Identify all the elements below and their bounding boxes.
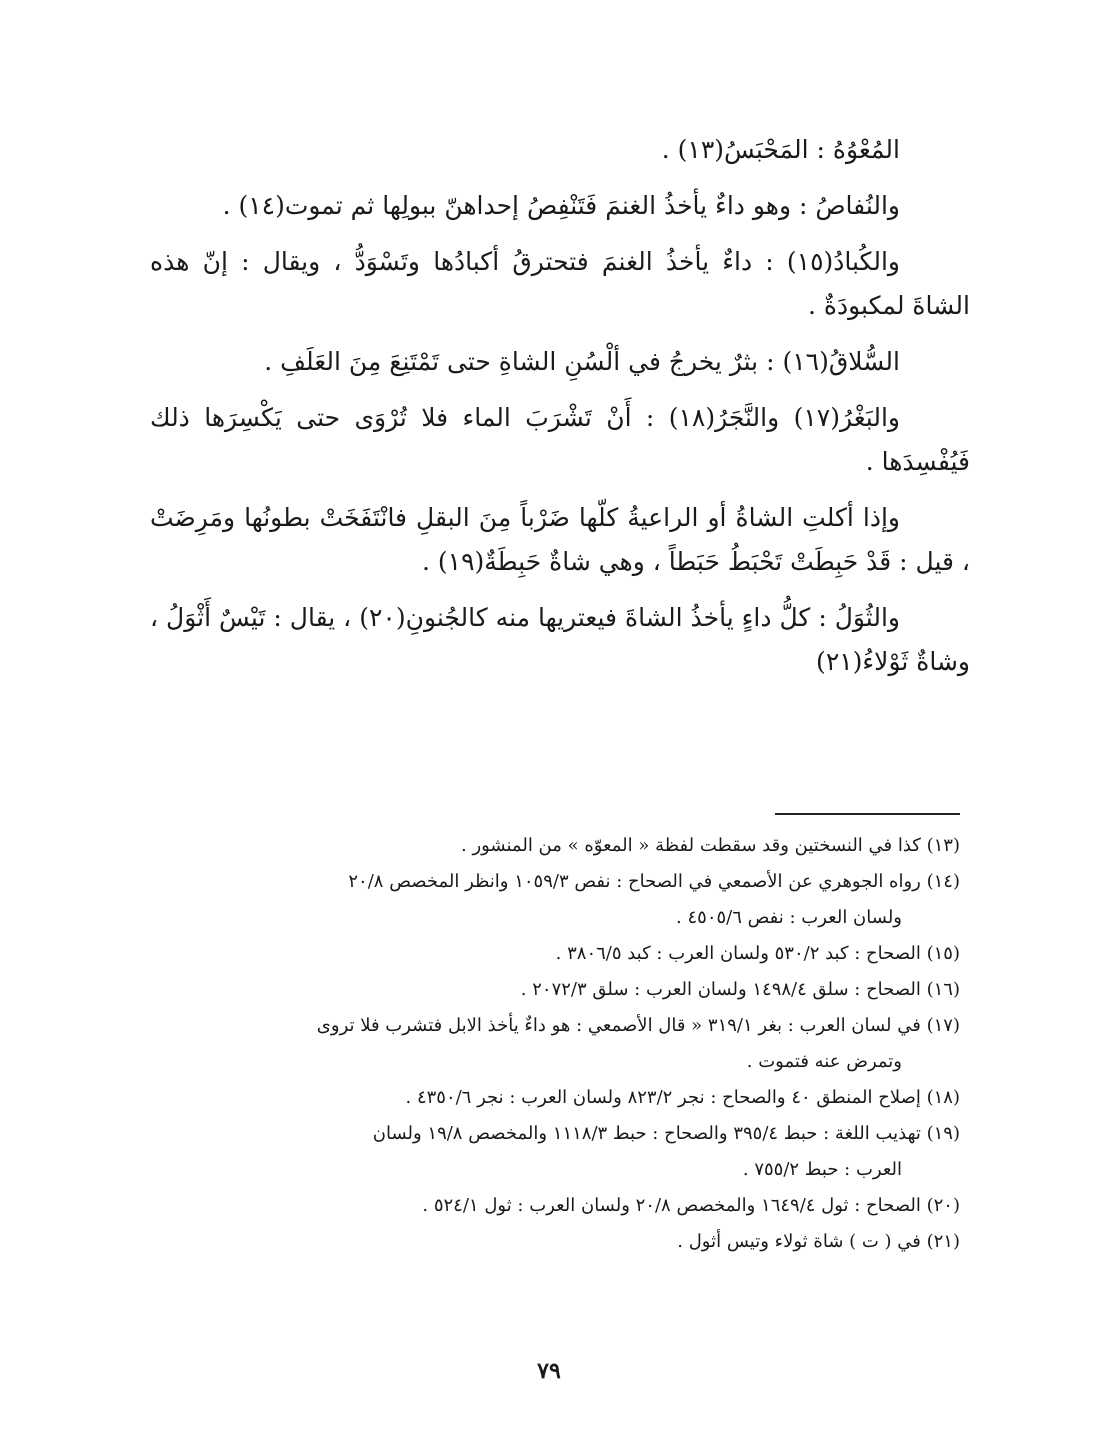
- footnote-14: [140, 864, 960, 936]
- footnote-17: [140, 1008, 960, 1080]
- footnote-text: (١٥) الصحاح : كبد ٥٣٠/٢ ولسان العرب : كبد ٣٨٠٦/٥ .: [555, 943, 960, 964]
- footnote-text: (١٨) إصلاح المنطق ٤٠ والصحاح : نجر ٨٢٣/٢ ولسان العرب : نجر ٤٣٥٠/٦ .: [405, 1087, 960, 1108]
- footnote-13: [140, 828, 960, 864]
- paragraph-1: المُعْوُهُ : المَحْبَسُ(١٣) .: [661, 135, 900, 164]
- footnote-divider: [775, 813, 960, 815]
- main-text: [150, 128, 970, 696]
- footnote-continuation: العرب : حبط ٧٥٥/٢ .: [742, 1159, 902, 1180]
- footnote-16: [140, 972, 960, 1008]
- paragraph-4: السُّلاقُ(١٦) : بثرٌ يخرجُ في ألْسُنِ الشاةِ حتى تَمْتَنِعَ مِنَ العَلَفِ .: [264, 347, 900, 376]
- footnote-text: (١٦) الصحاح : سلق ١٤٩٨/٤ ولسان العرب : سلق ٢٠٧٢/٣ .: [520, 979, 960, 1000]
- paragraph-3: والكُبادُ(١٥) : داءٌ يأخذُ الغنمَ فتحترقُ أكبادُها وتَسْوَدُّ ، ويقال : إنّ هذه الشاةَ لمكبودَةٌ .: [150, 247, 970, 320]
- paragraph-6: وإذا أكلتِ الشاةُ أو الراعيةُ كلّها ضَرْباً مِنَ البقلِ فانْتَفَخَتْ بطونُها ومَرِضَتْ ، قيل : قَدْ حَبِطَتْ تَحْبَطُ حَبَطاً ، وهي شاةٌ حَبِطَةٌ(١٩) .: [150, 503, 970, 576]
- paragraph-7: والثُوَلُ : كلُّ داءٍ يأخذُ الشاةَ فيعتريها منه كالجُنونِ(٢٠) ، يقال : تَيْسٌ أَثْوَلُ ، وشاةٌ ثَوْلاءُ(٢١): [150, 603, 970, 676]
- footnote-text: (١٣) كذا في النسختين وقد سقطت لفظة « المعوّه » من المنشور .: [461, 835, 960, 856]
- page-number: ٧٩: [537, 1358, 561, 1384]
- footnote-15: [140, 936, 960, 972]
- footnote-18: [140, 1080, 960, 1116]
- footnote-continuation: ولسان العرب : نفص ٤٥٠٥/٦ .: [676, 907, 902, 928]
- footnote-text: (٢١) في ( ت ) شاة ثولاء وتيس أثول .: [677, 1231, 960, 1252]
- footnote-text: (٢٠) الصحاح : ثول ١٦٤٩/٤ والمخصص ٢٠/٨ ولسان العرب : ثول ٥٢٤/١ .: [422, 1195, 960, 1216]
- footnote-text: (١٧) في لسان العرب : بغر ٣١٩/١ « قال الأصمعي : هو داءٌ يأخذ الابل فتشرب فلا تروى: [316, 1015, 960, 1036]
- footnote-20: [140, 1188, 960, 1224]
- footnotes: [140, 828, 960, 1260]
- paragraph-2: والنُفاصُ : وهو داءٌ يأخذُ الغنمَ فَتَنْفِصُ إحداهنّ ببولِها ثم تموت(١٤) .: [222, 191, 900, 220]
- footnote-text: (١٩) تهذيب اللغة : حبط ٣٩٥/٤ والصحاح : حبط ١١١٨/٣ والمخصص ١٩/٨ ولسان: [372, 1123, 960, 1144]
- footnote-continuation: وتمرض عنه فتموت .: [746, 1051, 902, 1072]
- footnote-19: [140, 1116, 960, 1188]
- paragraph-5: والبَغْرُ(١٧) والنَّجَرُ(١٨) : أَنْ تَشْرَبَ الماء فلا تُرْوَى حتى يَكْسِرَها ذلك فَيُفْسِدَها .: [150, 403, 970, 476]
- footnote-text: (١٤) رواه الجوهري عن الأصمعي في الصحاح : نفص ١٠٥٩/٣ وانظر المخصص ٢٠/٨: [348, 871, 960, 892]
- footnote-21: [140, 1224, 960, 1260]
